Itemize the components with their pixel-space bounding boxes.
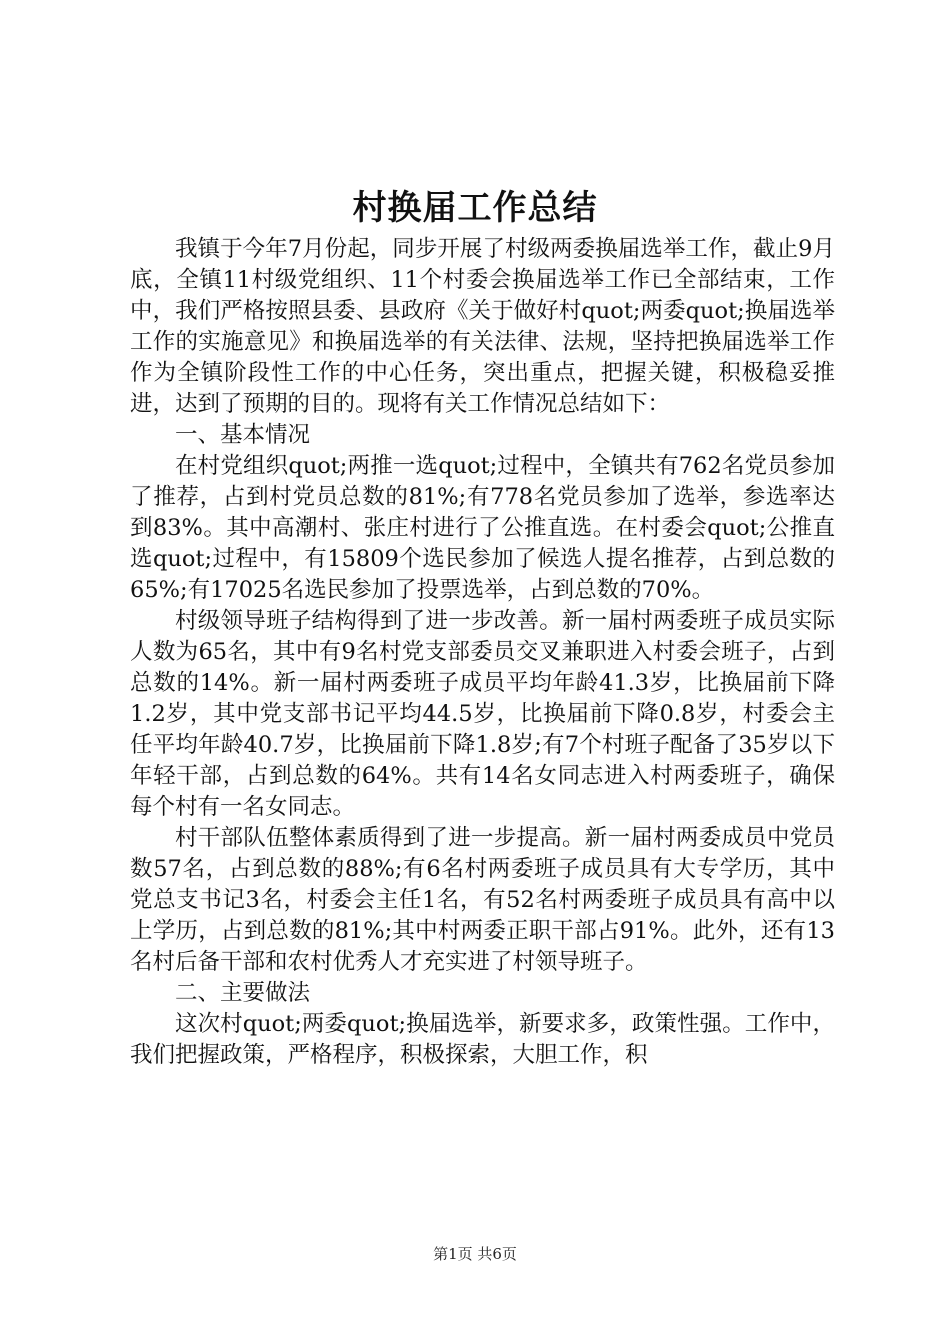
page-footer: 第1页 共6页	[433, 1245, 517, 1263]
paragraph-election-stats: 在村党组织quot;两推一选quot;过程中，全镇共有762名党员参加了推荐，占到村党员总数的81%;有778名党员参加了选举，参选率达到83%。其中高潮村、张庄村进行了公推直选。在村委会quot;公推直选quot;过程中，有15809个选民参加了候选人提名推荐，占到总数的65%;有17025名选民参加了投票选举，占到总数的70%。	[130, 453, 835, 603]
document-title: 村换届工作总结	[352, 188, 598, 228]
paragraph-practices-intro: 这次村quot;两委quot;换届选举，新要求多，政策性强。工作中，我们把握政策，严格程序，积极探索，大胆工作，积	[130, 1011, 835, 1068]
section-heading-basic-situation: 一、基本情况	[175, 422, 311, 448]
paragraph-leadership-structure: 村级领导班子结构得到了进一步改善。新一届村两委班子成员实际人数为65名，其中有9名村党支部委员交叉兼职进入村委会班子，占到总数的14%。新一届村两委班子成员平均年龄41.3岁，比换届前下降1.2岁，其中党支部书记平均44.5岁，比换届前下降0.8岁，村委会主任平均年龄40.7岁，比换届前下降1.8岁;有7个村班子配备了35岁以下年轻干部，占到总数的64%。共有14名女同志进入村两委班子，确保每个村有一名女同志。	[130, 608, 835, 820]
section-heading-main-practices: 二、主要做法	[175, 980, 311, 1006]
paragraph-intro: 我镇于今年7月份起，同步开展了村级两委换届选举工作，截止9月底，全镇11村级党组织、11个村委会换届选举工作已全部结束，工作中，我们严格按照县委、县政府《关于做好村quot;两委quot;换届选举工作的实施意见》和换届选举的有关法律、法规，坚持把换届选举工作作为全镇阶段性工作的中心任务，突出重点，把握关键，积极稳妥推进，达到了预期的目的。现将有关工作情况总结如下：	[130, 236, 835, 417]
paragraph-cadre-quality: 村干部队伍整体素质得到了进一步提高。新一届村两委成员中党员数57名，占到总数的88%;有6名村两委班子成员具有大专学历，其中党总支书记3名，村委会主任1名，有52名村两委班子成员具有高中以上学历，占到总数的81%;其中村两委正职干部占91%。此外，还有13名村后备干部和农村优秀人才充实进了村领导班子。	[130, 825, 835, 975]
document-body	[130, 234, 835, 1071]
